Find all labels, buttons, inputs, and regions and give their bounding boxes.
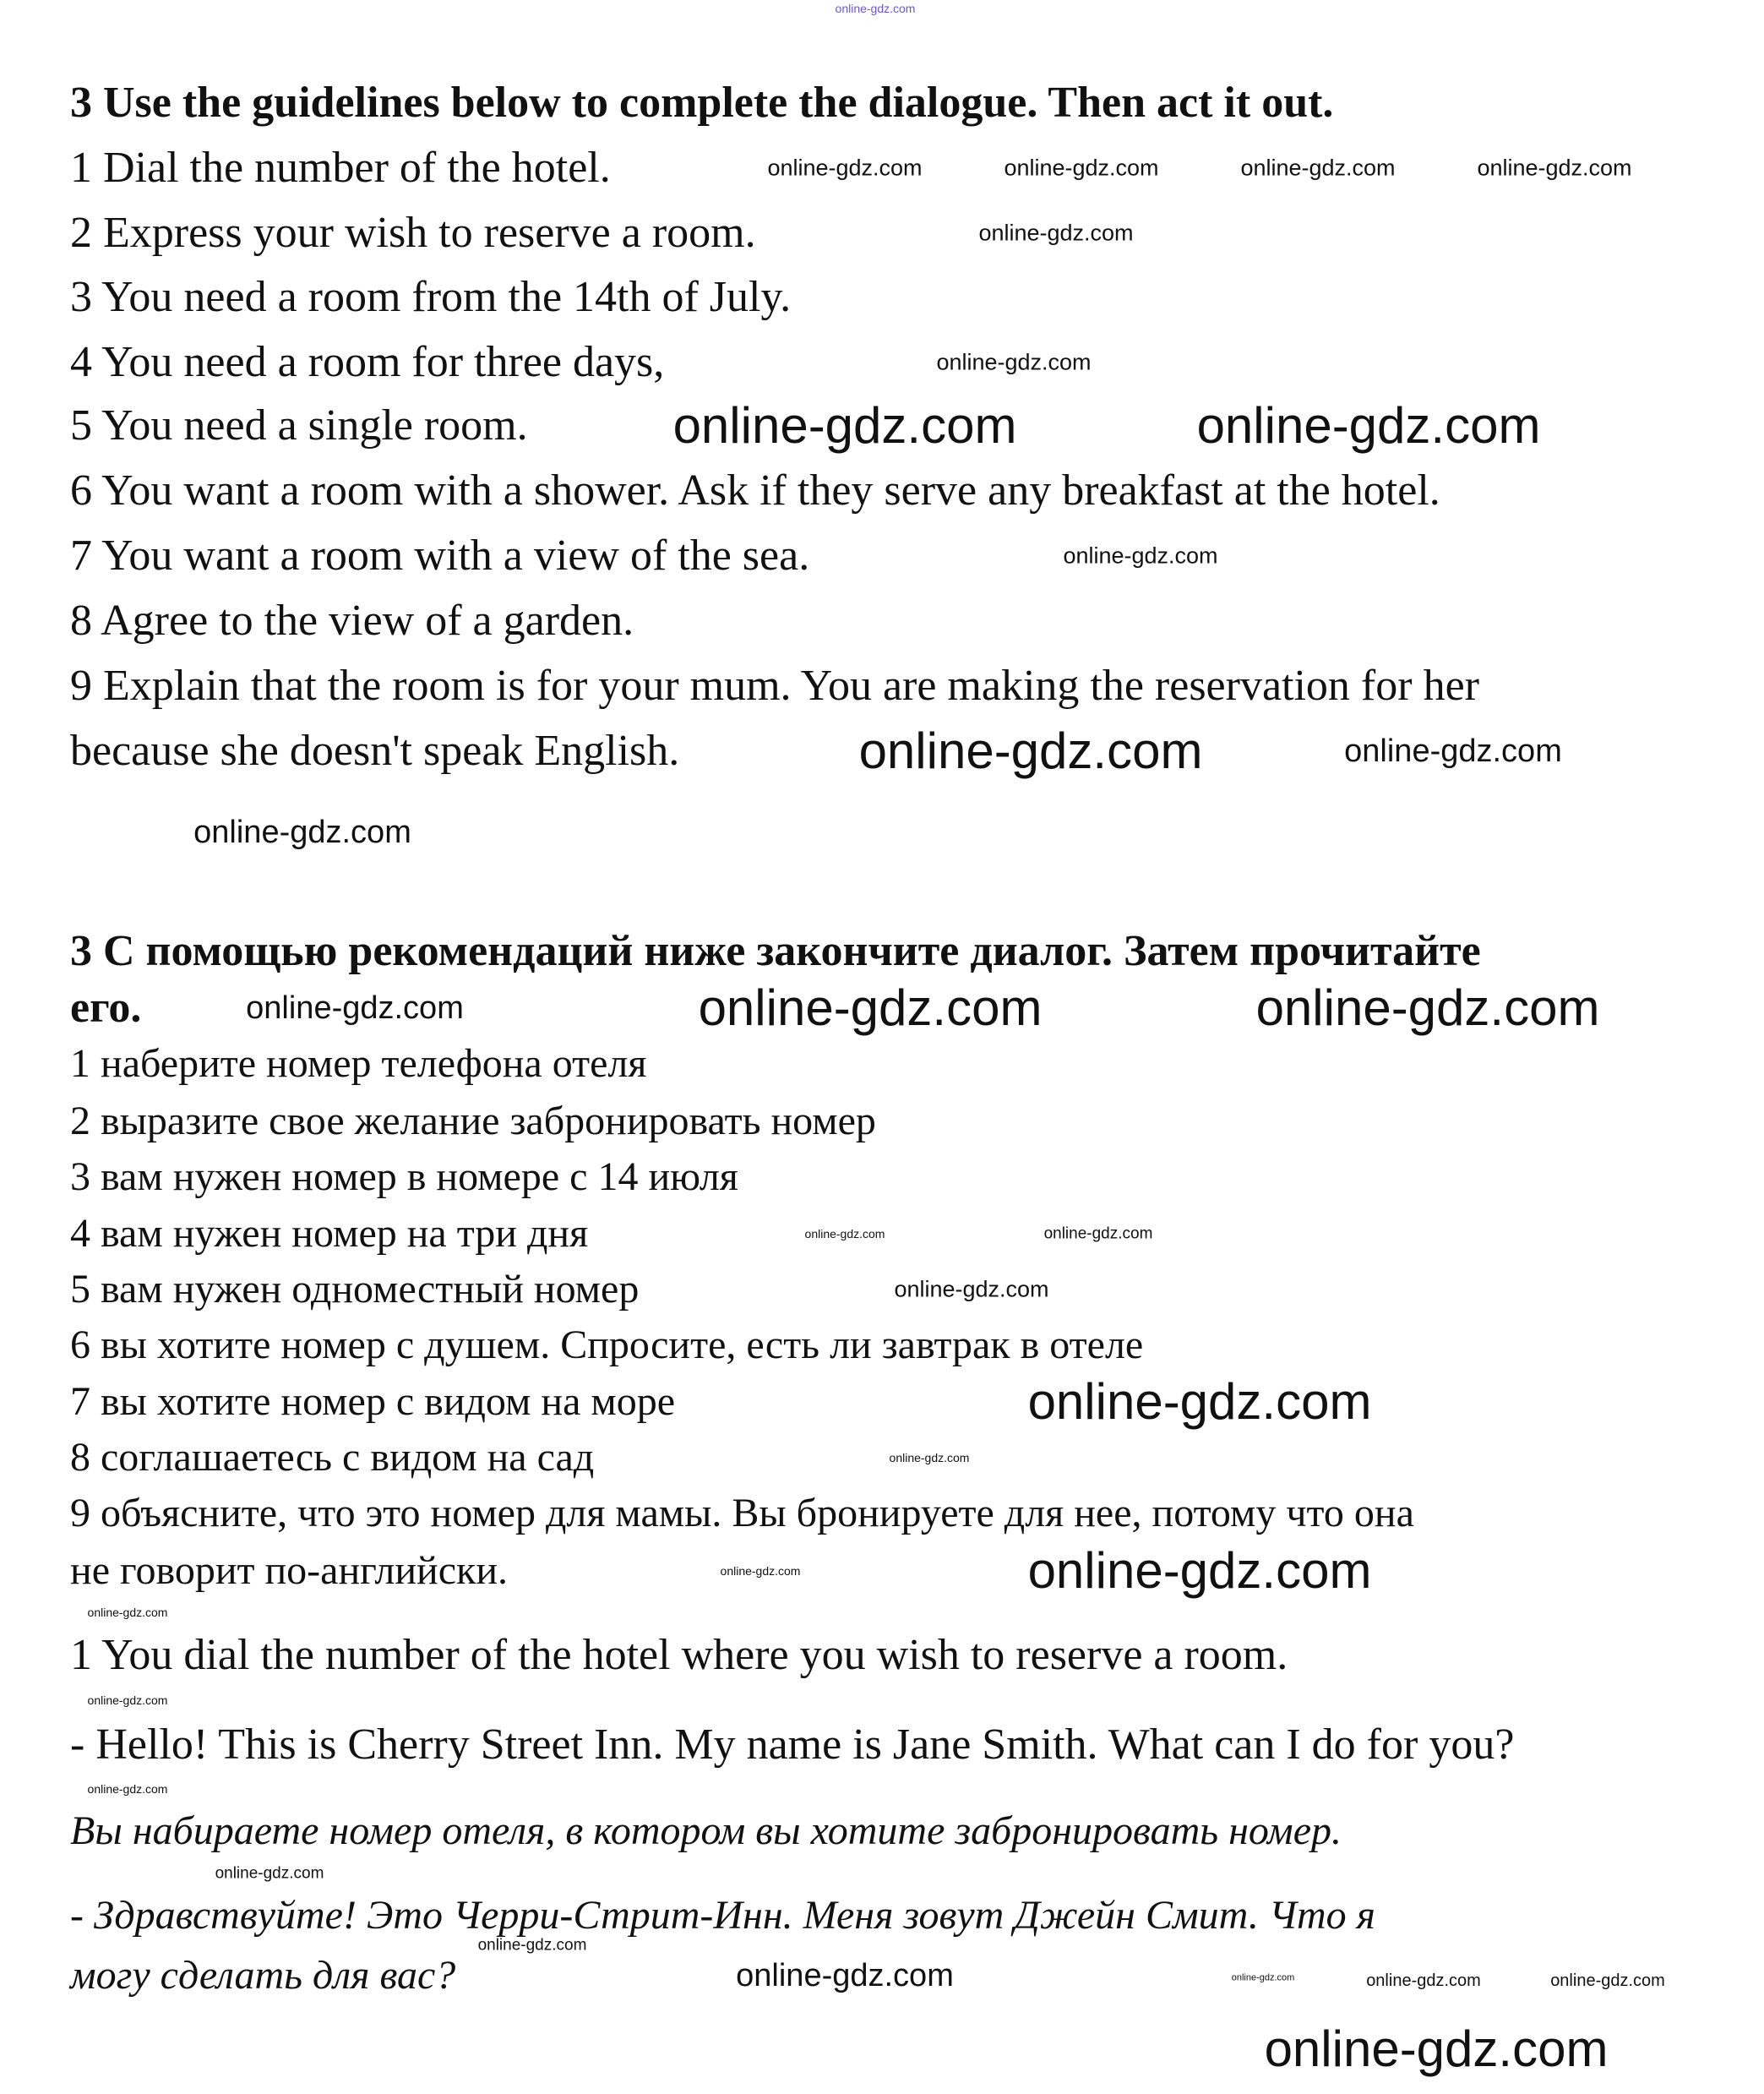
english-item: 3 You need a room from the 14th of July. (70, 273, 792, 321)
watermark: online-gdz.com (1027, 1373, 1372, 1430)
russian-item: 2 выразите свое желание забронировать номер (70, 1099, 876, 1143)
russian-item: не говорит по-английски. (70, 1548, 509, 1593)
english-item: 7 You want a room with a view of the sea. (70, 532, 810, 580)
watermark: online-gdz.com (1264, 2020, 1609, 2077)
english-heading: 3 Use the guidelines below to complete the dialogue. Then act it out. (70, 79, 1334, 127)
watermark: online-gdz.com (87, 1606, 168, 1619)
dialogue-translation: могу сделать для вас? (70, 1953, 456, 1998)
watermark: online-gdz.com (1344, 733, 1562, 769)
watermark: online-gdz.com (477, 1936, 587, 1955)
watermark: online-gdz.com (698, 979, 1043, 1036)
russian-item: 6 вы хотите номер с душем. Спросите, есть ли завтрак в отеле (70, 1322, 1144, 1367)
dialogue-translation: Вы набираете номер отеля, в котором вы хотите забронировать номер. (70, 1808, 1342, 1853)
english-item: 8 Agree to the view of a garden. (70, 597, 634, 645)
english-item: 1 Dial the number of the hotel. (70, 144, 611, 192)
watermark: online-gdz.com (978, 220, 1134, 246)
dialogue-line: 1 You dial the number of the hotel where you wish to reserve a room. (70, 1631, 1288, 1679)
watermark: online-gdz.com (767, 155, 923, 181)
watermark: online-gdz.com (1477, 155, 1632, 181)
watermark: online-gdz.com (804, 1227, 885, 1241)
watermark: online-gdz.com (193, 815, 411, 850)
russian-item: 8 соглашаетесь с видом на сад (70, 1435, 595, 1480)
russian-item: 5 вам нужен одноместный номер (70, 1267, 640, 1311)
watermark: online-gdz.com (835, 2, 916, 15)
dialogue-line: - Hello! This is Cherry Street Inn. My name is Jane Smith. What can I do for you? (70, 1720, 1515, 1769)
watermark: online-gdz.com (1027, 1542, 1372, 1599)
russian-heading: его. (70, 984, 142, 1032)
watermark: online-gdz.com (1550, 1971, 1665, 1990)
watermark: online-gdz.com (1004, 155, 1159, 181)
watermark: online-gdz.com (87, 1693, 168, 1707)
english-item: 4 You need a room for three days, (70, 338, 665, 386)
russian-item: 3 вам нужен номер в номере с 14 июля (70, 1154, 738, 1199)
english-item: because she doesn't speak English. (70, 727, 680, 775)
russian-heading: 3 С помощью рекомендаций ниже закончите диалог. Затем прочитайте (70, 927, 1481, 975)
watermark: online-gdz.com (1366, 1971, 1481, 1990)
watermark: online-gdz.com (672, 397, 1017, 454)
watermark: online-gdz.com (894, 1276, 1049, 1302)
watermark: online-gdz.com (858, 723, 1203, 779)
russian-item: 1 наберите номер телефона отеля (70, 1041, 647, 1086)
watermark: online-gdz.com (1231, 1972, 1295, 1983)
english-item: 9 Explain that the room is for your mum. You are making the reservation for her (70, 662, 1479, 710)
watermark: online-gdz.com (936, 349, 1092, 375)
watermark: online-gdz.com (87, 1782, 168, 1796)
dialogue-translation: - Здравствуйте! Это Черри-Стрит-Инн. Меня зовут Джейн Смит. Что я (70, 1893, 1375, 1938)
watermark: online-gdz.com (1240, 155, 1396, 181)
watermark: online-gdz.com (720, 1564, 801, 1578)
watermark: online-gdz.com (1063, 543, 1218, 569)
watermark: online-gdz.com (215, 1864, 324, 1883)
english-item: 6 You want a room with a shower. Ask if they serve any breakfast at the hotel. (70, 466, 1440, 515)
watermark: online-gdz.com (1196, 397, 1541, 454)
english-item: 5 You need a single room. (70, 401, 528, 450)
russian-item: 4 вам нужен номер на три дня (70, 1211, 589, 1256)
watermark: online-gdz.com (889, 1451, 970, 1464)
watermark: online-gdz.com (1255, 979, 1600, 1036)
watermark: online-gdz.com (246, 990, 464, 1026)
watermark: online-gdz.com (736, 1958, 954, 1993)
russian-item: 7 вы хотите номер с видом на море (70, 1379, 676, 1424)
russian-item: 9 объясните, что это номер для мамы. Вы бронируете для нее, потому что она (70, 1491, 1414, 1535)
watermark: online-gdz.com (1043, 1224, 1153, 1243)
english-item: 2 Express your wish to reserve a room. (70, 209, 756, 257)
